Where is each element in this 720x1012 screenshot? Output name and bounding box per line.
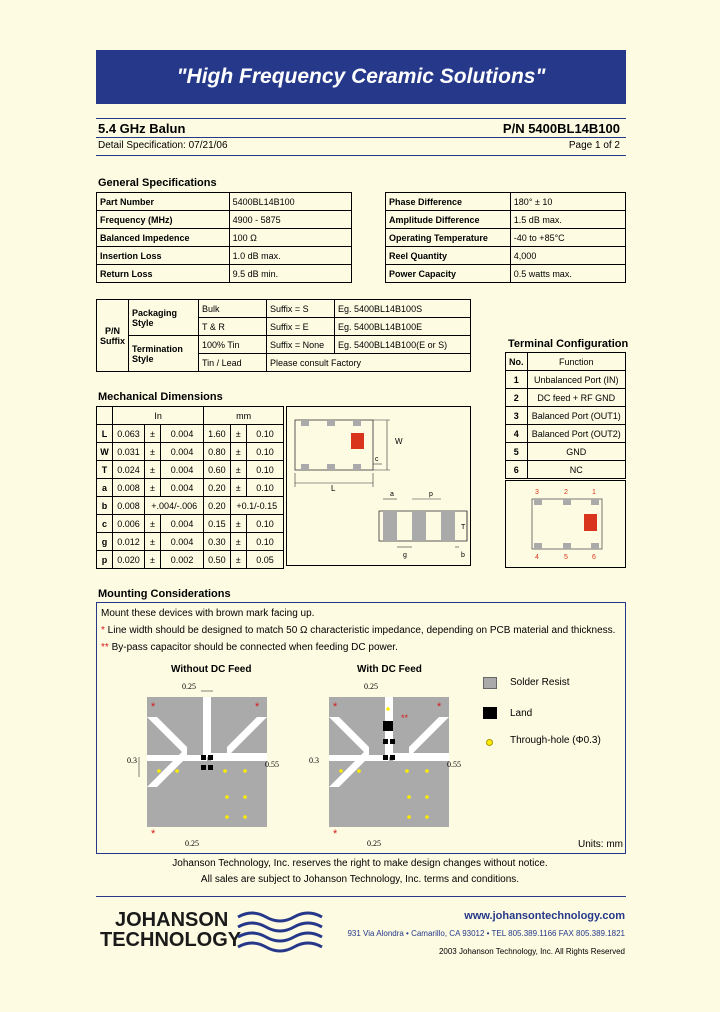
terminal-function: Balanced Port (OUT2) [527,425,626,443]
spec-row [97,247,352,265]
header-rule [96,118,626,119]
legend-solder-resist: Solder Resist [510,677,570,688]
spec-row [97,265,352,283]
spec-date: Detail Specification: 07/21/06 [98,140,228,151]
dim-pm: ± [230,533,246,551]
spec-row [97,229,352,247]
terminal-function: Unbalanced Port (IN) [527,371,626,389]
mechanical-table [96,406,284,569]
spec-value: 100 Ω [229,229,351,247]
dim-symbol: g [97,533,113,551]
star-mark: * [437,701,442,713]
suffix-cell: Eg. 5400BL14B100(E or S) [335,336,471,354]
suffix-cell: Bulk [199,300,267,318]
spec-label: Balanced Impedence [97,229,230,247]
terminal-row [506,371,626,389]
dim-mm-value: 0.50 [204,551,230,569]
dim-mm-tol: 0.10 [246,479,283,497]
pin-label: 6 [592,554,596,561]
terminal-row [506,443,626,461]
spec-label: Insertion Loss [97,247,230,265]
pin-label: 4 [535,554,539,561]
dim-mm-tol: +0.1/-0.15 [230,497,283,515]
dim-symbol: T [97,461,113,479]
terminal-head-function: Function [527,353,626,371]
dim-in-value: 0.024 [113,461,145,479]
dim-in-tol: 0.004 [160,515,204,533]
dim-right: 0.55 [265,760,279,769]
legend-through-hole-swatch [486,739,493,746]
footer-terms: All sales are subject to Johanson Technology, Inc. terms and conditions. [200,874,520,885]
pinout-diagram [505,480,626,568]
suffix-table [96,299,471,372]
dim-pm: ± [145,515,161,533]
dim-in-tol: 0.004 [160,443,204,461]
spec-row [97,211,352,229]
dim-pm: ± [145,533,161,551]
dimension-row [97,461,284,479]
dim-pm: ± [145,479,161,497]
dim-right: 0.55 [447,760,461,769]
dim-in-value: 0.012 [113,533,145,551]
part-number: P/N 5400BL14B100 [502,121,620,136]
spec-value: 5400BL14B100 [229,193,351,211]
header-rule-2 [96,137,626,138]
spec-label: Reel Quantity [386,247,511,265]
spec-value: -40 to +85°C [510,229,625,247]
dim-pm: ± [230,425,246,443]
dim-pm: ± [145,551,161,569]
dim-T: T [461,524,466,531]
mount-note-3: ** By-pass capacitor should be connected when feeding DC power. [101,642,398,653]
dim-left: 0.3 [127,756,137,765]
dim-mm-tol: 0.05 [246,551,283,569]
dim-mm-value: 0.30 [204,533,230,551]
dim-symbol: L [97,425,113,443]
dim-pm: ± [145,461,161,479]
dim-left: 0.3 [309,756,319,765]
dim-mm-value: 0.80 [204,443,230,461]
website-link[interactable]: www.johansontechnology.com [464,910,625,922]
star-mark: * [333,828,338,840]
product-title: 5.4 GHz Balun [98,121,186,136]
star-mark: * [151,828,156,840]
legend-through-hole: Through-hole (Φ0.3) [510,735,601,746]
head-in: In [113,407,204,425]
dim-bottom: 0.25 [367,839,381,848]
dim-pm: ± [145,443,161,461]
spec-row [386,265,626,283]
general-spec-right [385,192,626,283]
dim-mm-value: 0.60 [204,461,230,479]
dim-mm-tol: 0.10 [246,461,283,479]
dim-mm-value: 1.60 [204,425,230,443]
terminal-function: GND [527,443,626,461]
header-rule-3 [96,155,626,156]
suffix-cell: Suffix = None [267,336,335,354]
suffix-cell: Suffix = S [267,300,335,318]
dim-mm-tol: 0.10 [246,425,283,443]
dim-in-value: 0.063 [113,425,145,443]
dim-top: 0.25 [364,682,378,691]
spec-label: Amplitude Difference [386,211,511,229]
note-mark: * [101,625,105,636]
dimension-drawing [286,406,471,566]
spec-label: Return Loss [97,265,230,283]
suffix-cell: Eg. 5400BL14B100E [335,318,471,336]
terminal-no: 6 [506,461,528,479]
legend-solder-resist-swatch [483,677,497,689]
layout-with-dc [309,677,459,847]
dimension-row [97,425,284,443]
suffix-cell: T & R [199,318,267,336]
company-address: 931 Via Alondra • Camarillo, CA 93012 • TEL 805.389.1166 FAX 805.389.1821 [347,929,625,938]
dim-in-value: 0.008 [113,497,145,515]
terminal-function: Balanced Port (OUT1) [527,407,626,425]
terminal-table [505,352,626,479]
dimension-row [97,515,284,533]
dim-mm-value: 0.20 [204,479,230,497]
dim-mm-tol: 0.10 [246,533,283,551]
dim-symbol: b [97,497,113,515]
spec-label: Part Number [97,193,230,211]
spec-value: 9.5 dB min. [229,265,351,283]
dim-mm-value: 0.20 [204,497,230,515]
terminal-no: 3 [506,407,528,425]
dim-in-tol: 0.004 [160,479,204,497]
spec-row [97,193,352,211]
terminal-row [506,407,626,425]
logo-technology: TECHNOLOGY [100,929,242,951]
pin-label: 1 [592,489,596,496]
dim-mm-value: 0.15 [204,515,230,533]
without-dc-title: Without DC Feed [171,664,252,675]
layout-without-dc [127,677,277,847]
terminal-function: NC [527,461,626,479]
legend-land-swatch [483,707,497,719]
dim-c: c [375,456,379,463]
star-mark: * [333,701,338,713]
dimension-row [97,443,284,461]
spec-row [386,229,626,247]
general-spec-left [96,192,352,283]
spec-value: 1.5 dB max. [510,211,625,229]
legend-land: Land [510,708,533,719]
spec-row [386,247,626,265]
star-mark: * [255,701,260,713]
footer-disclaimer: Johanson Technology, Inc. reserves the right to make design changes without notice. [172,858,548,869]
spec-row [386,211,626,229]
units-label: Units: mm [578,839,623,850]
dim-in-value: 0.020 [113,551,145,569]
terminal-row [506,425,626,443]
star-mark: ** [401,713,409,723]
suffix-cell: 100% Tin [199,336,267,354]
dim-in-value: 0.031 [113,443,145,461]
dim-pm: ± [145,425,161,443]
dim-symbol: a [97,479,113,497]
dim-symbol: W [97,443,113,461]
dim-in-tol: 0.004 [160,425,204,443]
suffix-cell: Suffix = E [267,318,335,336]
spec-label: Phase Difference [386,193,511,211]
terminal-title: Terminal Configuration [508,338,629,350]
dim-p: p [429,491,433,498]
spec-value: 1.0 dB max. [229,247,351,265]
dim-g: g [403,552,407,559]
terminal-head-no: No. [506,353,528,371]
termination-style: Termination Style [129,336,199,372]
suffix-label: P/N Suffix [97,300,129,372]
pinout-svg [506,481,625,567]
packaging-style: Packaging Style [129,300,199,336]
dim-a: a [390,491,394,498]
mounting-title: Mounting Considerations [98,588,231,600]
dim-in-value: 0.008 [113,479,145,497]
spec-label: Operating Temperature [386,229,511,247]
brown-mark [584,514,597,531]
dim-in-value: 0.006 [113,515,145,533]
dim-pm: ± [230,443,246,461]
dim-pm: ± [230,551,246,569]
pin-label: 2 [564,489,568,496]
dim-pm: ± [230,461,246,479]
spec-value: 180° ± 10 [510,193,625,211]
dim-top: 0.25 [182,682,196,691]
dimension-row [97,479,284,497]
dim-in-tol: 0.004 [160,533,204,551]
dim-symbol: c [97,515,113,533]
dim-in-tol: 0.002 [160,551,204,569]
spec-value: 4900 - 5875 [229,211,351,229]
spec-value: 0.5 watts max. [510,265,625,283]
dim-pm: ± [230,515,246,533]
terminal-no: 1 [506,371,528,389]
dimension-row [97,551,284,569]
mechanical-title: Mechanical Dimensions [98,391,223,403]
footer-rule [96,896,626,897]
pin-label: 3 [535,489,539,496]
dim-in-tol: 0.004 [160,461,204,479]
mount-note-2: * Line width should be designed to match 50 Ω characteristic impedance, depending on PCB material and thickness. [101,625,616,636]
dimension-svg [287,407,470,565]
mounting-box [96,602,626,854]
suffix-cell: Eg. 5400BL14B100S [335,300,471,318]
copyright: 2003 Johanson Technology, Inc. All Rights Reserved [438,947,625,956]
dim-bottom: 0.25 [185,839,199,848]
dim-L: L [331,484,336,493]
terminal-no: 4 [506,425,528,443]
terminal-no: 5 [506,443,528,461]
page-number: Page 1 of 2 [568,140,620,151]
mount-note-1: Mount these devices with brown mark facing up. [101,608,315,619]
spec-label: Frequency (MHz) [97,211,230,229]
spec-label: Power Capacity [386,265,511,283]
terminal-row [506,461,626,479]
star-mark: * [151,701,156,713]
banner-title: "High Frequency Ceramic Solutions" [96,50,626,104]
spec-value: 4,000 [510,247,625,265]
general-spec-title: General Specifications [98,177,217,189]
dim-mm-tol: 0.10 [246,515,283,533]
terminal-function: DC feed + RF GND [527,389,626,407]
with-dc-title: With DC Feed [357,664,422,675]
suffix-cell: Tin / Lead [199,354,267,372]
logo-wave-icon [236,911,330,951]
head-mm: mm [204,407,284,425]
dim-W: W [395,437,403,446]
spec-row [386,193,626,211]
dim-b: b [461,552,465,559]
dim-pm: ± [230,479,246,497]
dimension-row [97,497,284,515]
terminal-row [506,389,626,407]
suffix-cell: Please consult Factory [267,354,471,372]
dimension-row [97,533,284,551]
dim-mm-tol: 0.10 [246,443,283,461]
pin-label: 5 [564,554,568,561]
logo-johanson: JOHANSON [115,909,229,931]
terminal-no: 2 [506,389,528,407]
note-mark: ** [101,642,109,653]
dim-in-tol: +.004/-.006 [145,497,204,515]
dim-symbol: p [97,551,113,569]
